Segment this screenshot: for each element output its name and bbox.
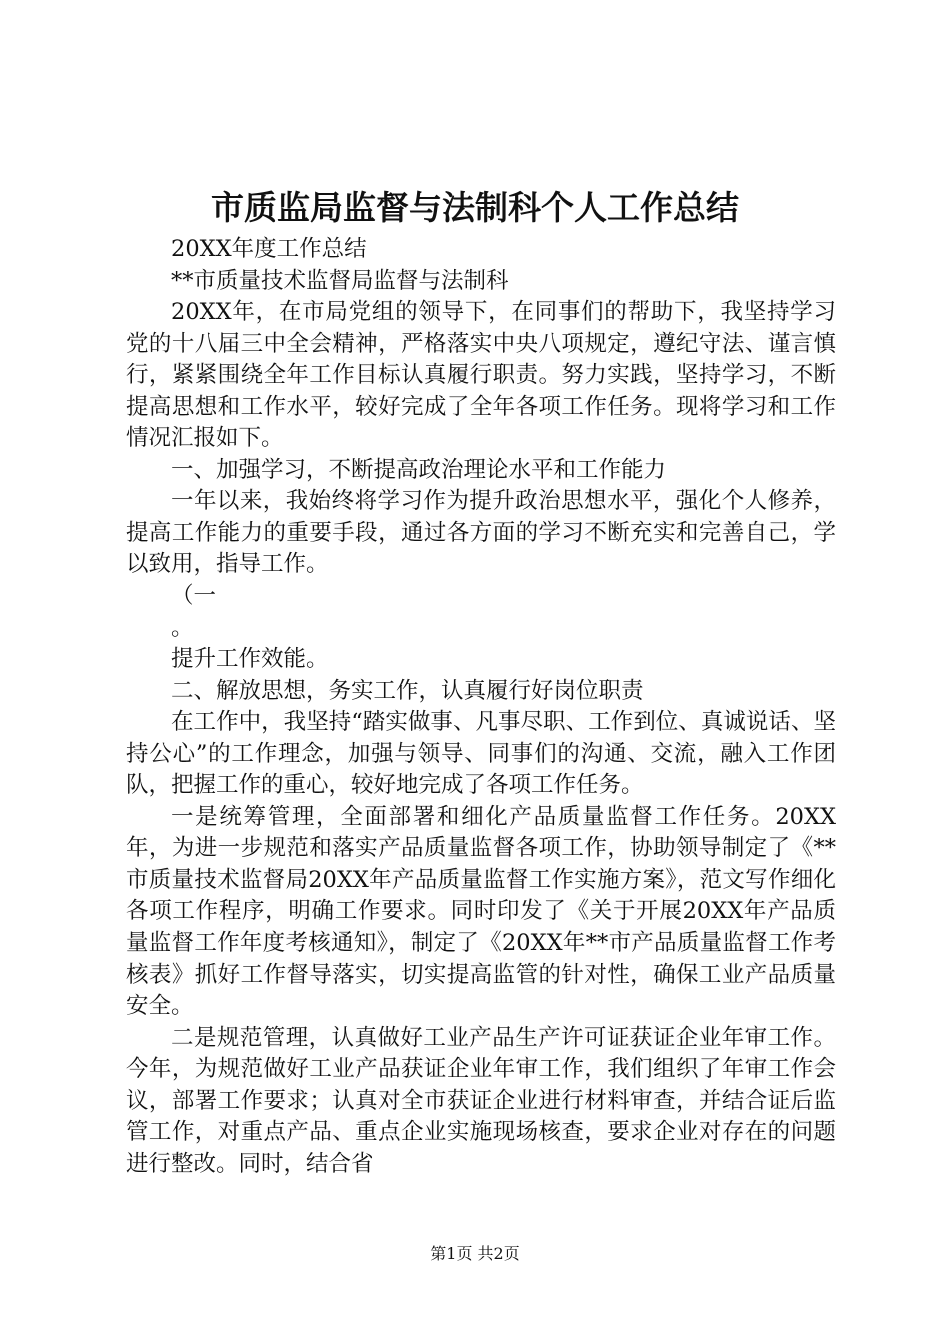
- paragraph-point-2: 二是规范管理，认真做好工业产品生产许可证获证企业年审工作。今年，为规范做好工业产品获证企业年审工作，我们组织了年审工作会议，部署工作要求；认真对全市获证企业进行材料审查，并结合证后监管工作，对重点产品、重点企业实施现场核查，要求企业对存在的问题进行整改。同时，结合省: [126, 1024, 836, 1177]
- paragraph-efficiency: 提升工作效能。: [171, 646, 329, 673]
- document-body: [126, 234, 836, 1180]
- paragraph-department: **市质量技术监督局监督与法制科: [171, 267, 509, 294]
- paragraph-fragment-1: （一: [171, 583, 217, 610]
- page-footer: 第1页 共2页: [430, 1244, 520, 1263]
- paragraph-work-philosophy: 在工作中，我坚持“踏实做事、凡事尽职、工作到位、真诚说话、坚持公心”的工作理念，加强与领导、同事们的沟通、交流，融入工作团队，把握工作的重心，较好地完成了各项工作任务。: [126, 709, 836, 799]
- section-heading-1: 一、加强学习，不断提高政治理论水平和工作能力: [171, 456, 667, 483]
- paragraph-report-year: 20XX年度工作总结: [171, 236, 367, 262]
- paragraph-fragment-2: 。: [171, 614, 194, 641]
- paragraph-study: 一年以来，我始终将学习作为提升政治思想水平，强化个人修养，提高工作能力的重要手段，通过各方面的学习不断充实和完善自己，学以致用，指导工作。: [126, 488, 836, 578]
- paragraph-intro: 20XX年，在市局党组的领导下，在同事们的帮助下，我坚持学习党的十八届三中全会精神，严格落实中央八项规定，遵纪守法、谨言慎行，紧紧围绕全年工作目标认真履行职责。努力实践，坚持学习，不断提高思想和工作水平，较好完成了全年各项工作任务。现将学习和工作情况汇报如下。: [126, 299, 836, 452]
- document-title: 市质监局监督与法制科个人工作总结: [211, 188, 739, 227]
- paragraph-point-1: 一是统筹管理，全面部署和细化产品质量监督工作任务。20XX年，为进一步规范和落实产品质量监督各项工作，协助领导制定了《**市质量技术监督局20XX年产品质量监督工作实施方案》，范文写作细化各项工作程序，明确工作要求。同时印发了《关于开展20XX年产品质量监督工作年度考核通知》，制定了《20XX年**市产品质量监督工作考核表》抓好工作督导落实，切实提高监管的针对性，确保工业产品质量安全。: [126, 803, 836, 1020]
- section-heading-2: 二、解放思想，务实工作，认真履行好岗位职责: [171, 677, 644, 704]
